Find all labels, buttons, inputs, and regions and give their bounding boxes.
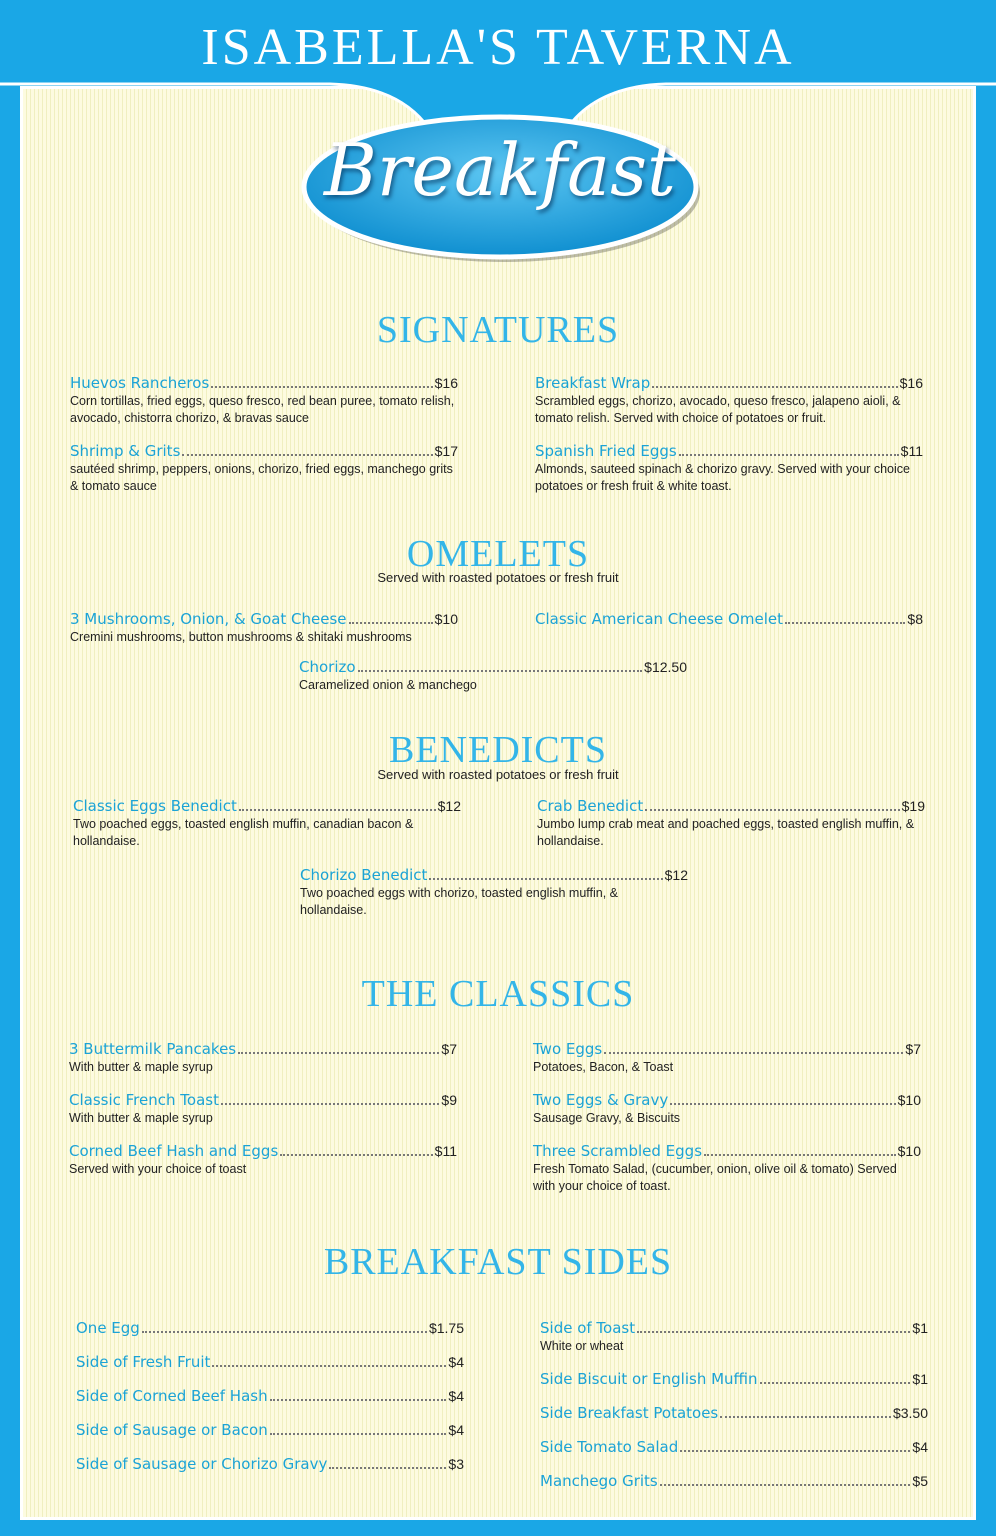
item-name: Three Scrambled Eggs xyxy=(533,1142,703,1160)
menu-item-french-toast xyxy=(69,1091,457,1127)
menu-item-huevos-rancheros xyxy=(70,374,458,427)
item-price: $16 xyxy=(434,375,458,391)
item-price: $4 xyxy=(448,1388,464,1404)
item-name: Side Biscuit or English Muffin xyxy=(540,1370,758,1388)
item-name: Corned Beef Hash and Eggs xyxy=(69,1142,279,1160)
menu-item-shrimp-grits xyxy=(70,442,458,495)
menu-item-classic-eggs-benedict xyxy=(73,797,461,850)
menu-title: Breakfast xyxy=(324,128,676,212)
item-description: Almonds, sauteed spinach & chorizo gravy. Served with your choice potatoes or fresh fruit & white toast. xyxy=(535,462,910,493)
item-name: 3 Buttermilk Pancakes xyxy=(69,1040,237,1058)
item-name: Shrimp & Grits xyxy=(70,442,181,460)
item-price: $1 xyxy=(912,1371,928,1387)
item-name: Manchego Grits xyxy=(540,1472,658,1490)
item-name: Two Eggs & Gravy xyxy=(533,1091,669,1109)
section-title-signatures: SIGNATURES xyxy=(376,309,620,351)
menu-item-three-scrambled-eggs xyxy=(533,1142,921,1195)
item-description: Potatoes, Bacon, & Toast xyxy=(533,1060,674,1074)
item-description: Served with your choice of toast xyxy=(69,1162,247,1176)
item-name: Crab Benedict xyxy=(537,797,644,815)
item-price: $12 xyxy=(437,798,461,814)
item-description: Jumbo lump crab meat and poached eggs, toasted english muffin, & hollandaise. xyxy=(537,817,915,848)
menu-item-side-corned-beef-hash xyxy=(76,1387,464,1405)
item-price: $4 xyxy=(912,1439,928,1455)
item-description: Cremini mushrooms, button mushrooms & shitaki mushrooms xyxy=(70,630,412,644)
item-description: sautéed shrimp, peppers, onions, chorizo, fried eggs, manchego grits & tomato sauce xyxy=(70,462,453,493)
item-price: $17 xyxy=(434,443,458,459)
item-price: $10 xyxy=(434,611,458,627)
item-description: Two poached eggs, toasted english muffin, canadian bacon & hollandaise. xyxy=(73,817,414,848)
menu-item-side-tomato-salad xyxy=(540,1438,928,1456)
menu-item-chorizo-benedict xyxy=(300,866,688,919)
menu-item-corned-beef-hash xyxy=(69,1142,457,1178)
item-description: With butter & maple syrup xyxy=(69,1111,213,1125)
menu-item-one-egg xyxy=(76,1319,464,1337)
item-price: $3 xyxy=(448,1456,464,1472)
item-name: Two Eggs xyxy=(533,1040,603,1058)
item-description: Fresh Tomato Salad, (cucumber, onion, olive oil & tomato) Served with your choice of toast. xyxy=(533,1162,897,1193)
item-name: Classic American Cheese Omelet xyxy=(535,610,783,628)
item-description: Caramelized onion & manchego xyxy=(299,678,477,692)
item-price: $1 xyxy=(912,1320,928,1336)
menu-item-side-sausage-bacon xyxy=(76,1421,464,1439)
item-name: Side of Toast xyxy=(540,1319,636,1337)
item-name: Classic French Toast xyxy=(69,1091,219,1109)
item-name: 3 Mushrooms, Onion, & Goat Cheese xyxy=(70,610,347,628)
menu-item-side-biscuit xyxy=(540,1370,928,1388)
item-price: $12.50 xyxy=(644,659,687,675)
item-price: $5 xyxy=(912,1473,928,1489)
item-price: $4 xyxy=(448,1422,464,1438)
item-name: One Egg xyxy=(76,1319,140,1337)
item-name: Spanish Fried Eggs xyxy=(535,442,677,460)
item-price: $16 xyxy=(899,375,923,391)
item-price: $9 xyxy=(441,1092,457,1108)
menu-item-side-gravy xyxy=(76,1455,464,1473)
item-description: White or wheat xyxy=(540,1339,624,1353)
item-name: Side of Sausage or Chorizo Gravy xyxy=(76,1455,328,1473)
item-name: Side Tomato Salad xyxy=(540,1438,679,1456)
item-price: $11 xyxy=(434,1143,457,1159)
menu-item-side-breakfast-potatoes xyxy=(540,1404,928,1422)
menu-item-side-fresh-fruit xyxy=(76,1353,464,1371)
item-name: Side of Fresh Fruit xyxy=(76,1353,211,1371)
section-title-sides: BREAKFAST SIDES xyxy=(323,1241,673,1283)
section-title-benedicts: BENEDICTS xyxy=(389,729,607,771)
item-name: Chorizo Benedict xyxy=(300,866,428,884)
menu-item-american-cheese-omelet xyxy=(535,610,923,628)
menu-item-buttermilk-pancakes xyxy=(69,1040,457,1076)
item-description: Two poached eggs with chorizo, toasted english muffin, & hollandaise. xyxy=(300,886,619,917)
menu-item-chorizo-omelet xyxy=(299,658,687,694)
menu-item-spanish-fried-eggs xyxy=(535,442,923,495)
menu-item-manchego-grits xyxy=(540,1472,928,1490)
menu-item-mushroom-omelet xyxy=(70,610,458,646)
item-description: With butter & maple syrup xyxy=(69,1060,213,1074)
item-name: Side Breakfast Potatoes xyxy=(540,1404,719,1422)
section-subtitle-omelets: Served with roasted potatoes or fresh fruit xyxy=(377,570,619,585)
item-price: $1.75 xyxy=(428,1320,464,1336)
item-price: $7 xyxy=(905,1041,921,1057)
section-subtitle-benedicts: Served with roasted potatoes or fresh fruit xyxy=(377,767,619,782)
item-price: $12 xyxy=(664,867,688,883)
item-price: $10 xyxy=(897,1143,921,1159)
item-price: $3.50 xyxy=(892,1405,928,1421)
section-title-omelets: OMELETS xyxy=(406,533,590,575)
item-description: Scrambled eggs, chorizo, avocado, queso fresco, jalapeno aioli, & tomato relish. Served with choice of potatoes or fruit. xyxy=(535,394,901,425)
item-description: Sausage Gravy, & Biscuits xyxy=(533,1111,681,1125)
menu-item-side-toast xyxy=(540,1319,928,1355)
menu-item-two-eggs xyxy=(533,1040,921,1076)
item-name: Huevos Rancheros xyxy=(70,374,210,392)
item-name: Breakfast Wrap xyxy=(535,374,651,392)
restaurant-title: ISABELLA'S TAVERNA xyxy=(201,19,795,76)
item-price: $11 xyxy=(900,443,923,459)
item-price: $10 xyxy=(897,1092,921,1108)
section-title-classics: THE CLASSICS xyxy=(361,973,635,1015)
item-name: Classic Eggs Benedict xyxy=(73,797,237,815)
item-name: Side of Corned Beef Hash xyxy=(76,1387,268,1405)
item-price: $8 xyxy=(907,611,923,627)
item-name: Side of Sausage or Bacon xyxy=(76,1421,268,1439)
item-price: $19 xyxy=(901,798,925,814)
menu-item-breakfast-wrap xyxy=(535,374,923,427)
item-price: $7 xyxy=(441,1041,457,1057)
menu-item-crab-benedict xyxy=(537,797,925,850)
item-name: Chorizo xyxy=(299,658,356,676)
menu-item-two-eggs-gravy xyxy=(533,1091,921,1127)
item-description: Corn tortillas, fried eggs, queso fresco, red bean puree, tomato relish, avocado, chistorra chorizo, & bravas sauce xyxy=(70,394,455,425)
item-price: $4 xyxy=(448,1354,464,1370)
